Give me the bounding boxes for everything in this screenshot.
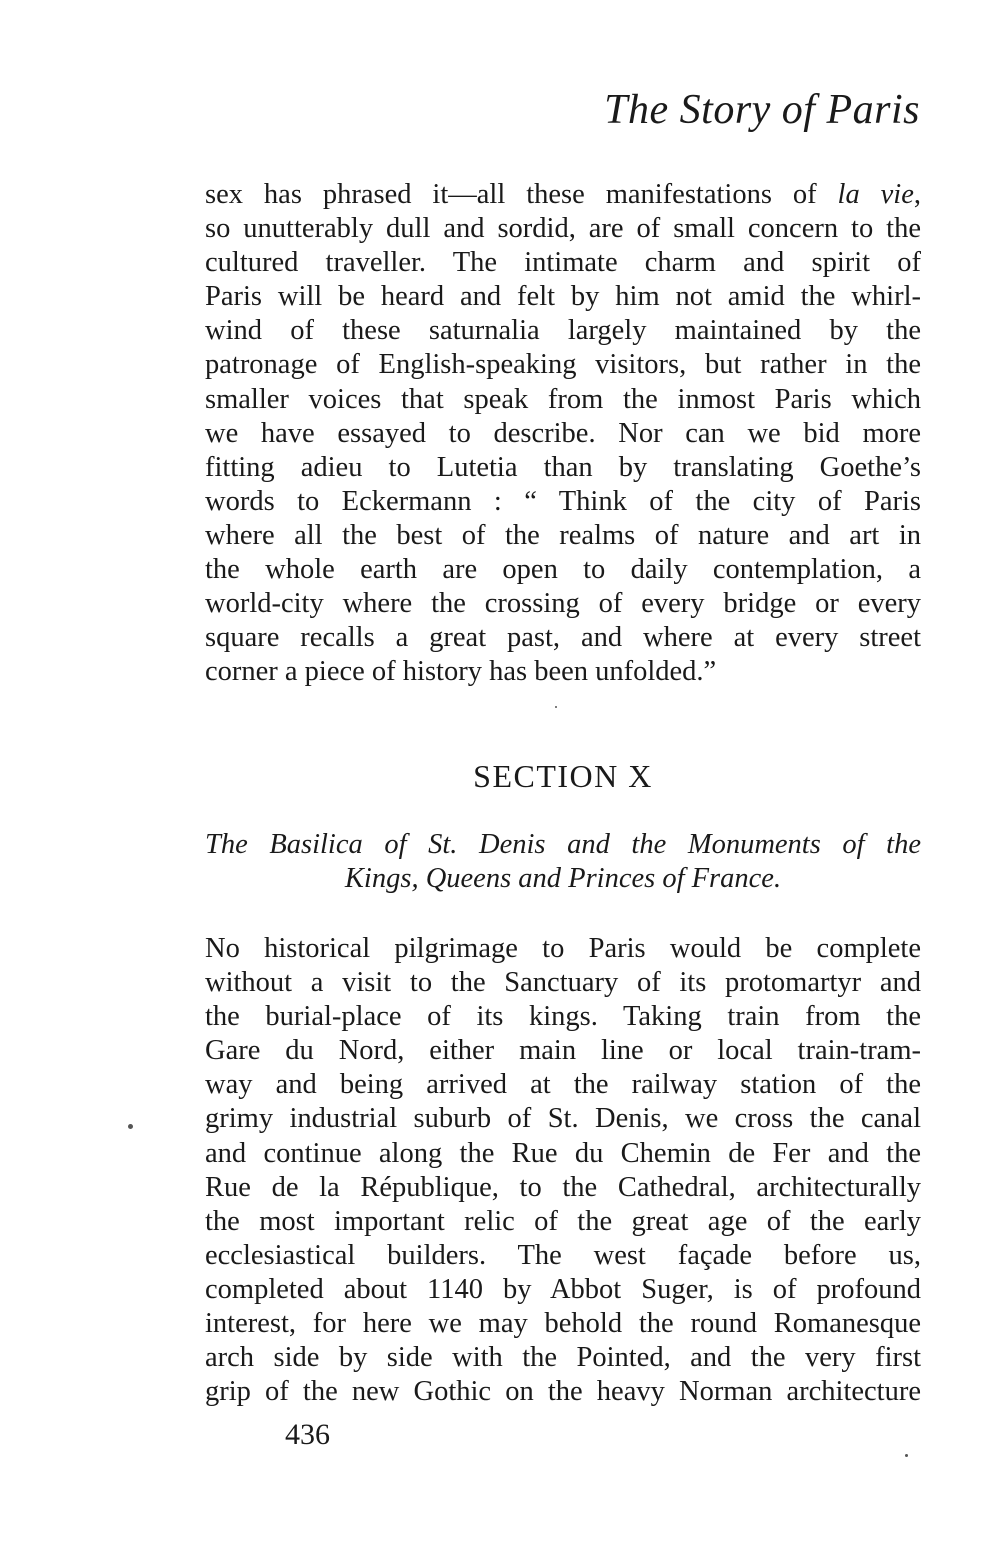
text-line: patronage of English-speaking visitors, but rather in the xyxy=(205,349,921,381)
print-speck xyxy=(905,1454,908,1457)
text-line: grimy industrial suburb of St. Denis, we cross the canal xyxy=(205,1103,921,1135)
subtitle-line: Kings, Queens and Princes of France. xyxy=(344,863,782,894)
text-line: fitting adieu to Lutetia than by translating Goethe’s xyxy=(205,451,921,483)
text-line: the whole earth are open to daily contemplation, a xyxy=(205,554,921,586)
text-line: sex has phrased it—all these manifestations of la vie, xyxy=(205,179,921,210)
text-line: cultured traveller. The intimate charm and spirit of xyxy=(205,247,921,279)
text-line: smaller voices that speak from the inmost Paris which xyxy=(205,383,921,415)
text-line: without a visit to the Sanctuary of its protomartyr and xyxy=(205,967,921,999)
text-line: Paris will be heard and felt by him not amid the whirl- xyxy=(205,281,921,313)
text-line: the burial-place of its kings. Taking train from the xyxy=(205,1001,921,1033)
text-line: words to Eckermann : “ Think of the city of Paris xyxy=(205,485,921,517)
text-line: No historical pilgrimage to Paris would be complete xyxy=(205,933,921,964)
text-line: grip of the new Gothic on the heavy Norman architecture xyxy=(205,1376,921,1408)
paragraph-section-x-body xyxy=(205,932,921,1409)
subtitle-line: The Basilica of St. Denis and the Monuments of the xyxy=(205,829,921,860)
running-head: The Story of Paris xyxy=(604,87,920,133)
text-line: ecclesiastical builders. The west façade before us, xyxy=(205,1239,921,1271)
print-speck xyxy=(128,1124,133,1129)
foreign-phrase: la vie xyxy=(837,179,914,210)
page-number: 436 xyxy=(285,1418,330,1451)
text-line: completed about 1140 by Abbot Suger, is of profound xyxy=(205,1273,921,1305)
text-line: Rue de la République, to the Cathedral, architecturally xyxy=(205,1171,921,1203)
text-line: Gare du Nord, either main line or local train-tram- xyxy=(205,1035,921,1067)
text-line: the most important relic of the great age of the early xyxy=(205,1205,921,1237)
print-speck xyxy=(555,706,557,708)
text-line: square recalls a great past, and where at every street xyxy=(205,622,921,654)
text-line: so unutterably dull and sordid, are of small concern to the xyxy=(205,213,921,245)
section-heading: SECTION X xyxy=(473,758,653,794)
text-line: and continue along the Rue du Chemin de Fer and the xyxy=(205,1137,921,1169)
text-line: we have essayed to describe. Nor can we bid more xyxy=(205,417,921,449)
text-line: way and being arrived at the railway station of the xyxy=(205,1069,921,1101)
text-line: corner a piece of history has been unfolded.” xyxy=(205,656,717,688)
text-line: where all the best of the realms of nature and art in xyxy=(205,519,921,551)
paragraph-closing-previous-section xyxy=(205,178,921,689)
text-line: wind of these saturnalia largely maintained by the xyxy=(205,315,921,347)
section-subtitle xyxy=(205,828,921,896)
text-line: world-city where the crossing of every bridge or every xyxy=(205,588,921,620)
text-line: arch side by side with the Pointed, and the very first xyxy=(205,1342,921,1374)
text-line: interest, for here we may behold the round Romanesque xyxy=(205,1308,921,1340)
